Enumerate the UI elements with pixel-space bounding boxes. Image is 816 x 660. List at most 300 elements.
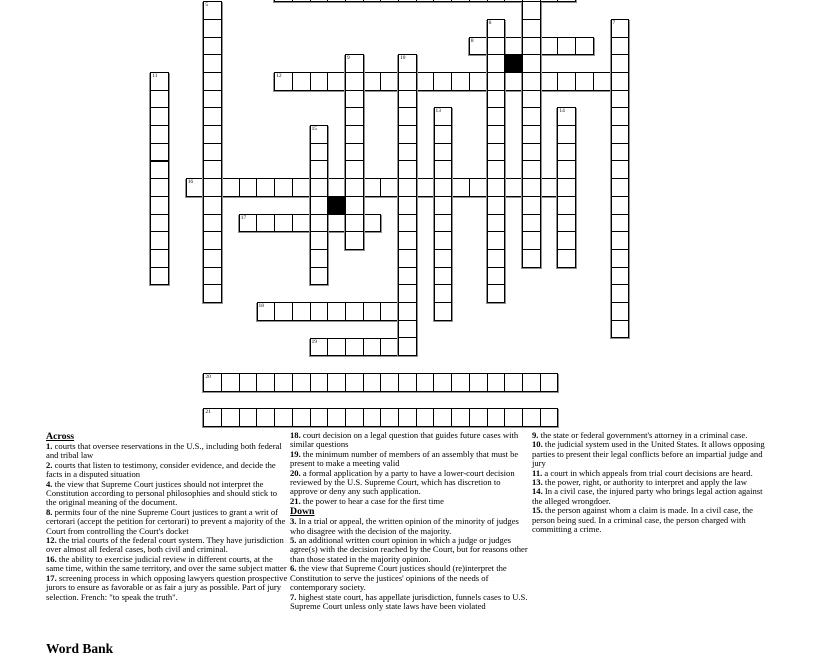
crossword-cell[interactable] <box>416 408 435 427</box>
crossword-cell[interactable] <box>434 107 453 126</box>
clue-number: 10. <box>532 439 543 450</box>
crossword-cell[interactable] <box>557 231 576 250</box>
clue-number: 14. <box>532 486 543 497</box>
crossword-cell[interactable] <box>540 178 559 197</box>
crossword-cell[interactable] <box>203 54 222 73</box>
crossword-cell[interactable] <box>522 373 541 392</box>
crossword-cell[interactable] <box>611 54 630 73</box>
crossword-cell[interactable] <box>398 107 417 126</box>
clue-number: 17. <box>46 572 57 583</box>
clue-number-label: 5 <box>205 2 209 9</box>
crossword-cell[interactable] <box>398 196 417 215</box>
crossword-cell[interactable] <box>398 337 417 356</box>
crossword-cell[interactable] <box>540 0 559 2</box>
clue-number-label: 10 <box>400 55 406 62</box>
crossword-cell[interactable] <box>522 37 541 56</box>
crossword-cell[interactable] <box>557 143 576 162</box>
crossword-cell[interactable] <box>203 178 222 197</box>
crossword-cell[interactable] <box>611 214 630 233</box>
crossword-cell[interactable] <box>363 302 382 321</box>
clue-11: 11. a court in which appeals from trial court decisions are heard. <box>532 467 753 478</box>
crossword-cell[interactable] <box>398 231 417 250</box>
crossword-cell[interactable] <box>611 160 630 179</box>
crossword-cell[interactable] <box>327 72 346 91</box>
crossword-cell[interactable] <box>345 196 364 215</box>
clue-20: 20. a formal application by a party to have a lower-court decision reviewed by the U.S. Supreme Court, which has discretion to approve or deny any such application. <box>290 467 515 497</box>
crossword-cell[interactable] <box>310 214 329 233</box>
down-entry-unnumbered <box>522 1 541 268</box>
clue-number: 1. <box>46 441 53 451</box>
crossword-cell[interactable] <box>611 19 630 38</box>
crossword-cell[interactable] <box>487 54 506 73</box>
crossword-cell[interactable] <box>504 72 523 91</box>
crossword-cell[interactable] <box>575 37 594 56</box>
crossword-cell[interactable] <box>256 178 275 197</box>
crossword-cell[interactable] <box>327 214 346 233</box>
clue-6: 6. the view that Supreme Court justices should (re)interpret the Constitution to serve the justices' opinions of the needs of contemporary society. <box>290 563 507 593</box>
crossword-cell[interactable] <box>522 54 541 73</box>
crossword-cell[interactable] <box>487 231 506 250</box>
crossword-cell[interactable] <box>310 408 329 427</box>
crossword-cell[interactable] <box>611 196 630 215</box>
crossword-cell[interactable] <box>203 196 222 215</box>
crossword-cell[interactable] <box>380 302 399 321</box>
crossword-cell[interactable] <box>398 214 417 233</box>
crossword-cell[interactable] <box>398 302 417 321</box>
clue-number-label: 7 <box>612 19 616 26</box>
crossword-cell[interactable] <box>433 72 452 91</box>
across-entry-18 <box>257 302 417 321</box>
clue-number: 9. <box>532 430 539 440</box>
crossword-cell[interactable] <box>593 72 612 91</box>
crossword-cell[interactable] <box>203 72 222 91</box>
crossword-cell[interactable] <box>434 196 453 215</box>
crossword-cell[interactable] <box>310 125 329 144</box>
crossword-cell[interactable] <box>451 178 470 197</box>
crossword-cell[interactable] <box>398 72 417 91</box>
crossword-cell[interactable] <box>150 231 169 250</box>
crossword-cell[interactable] <box>487 373 506 392</box>
crossword-cell[interactable] <box>239 178 258 197</box>
crossword-cell[interactable] <box>203 373 222 392</box>
crossword-cell[interactable] <box>345 125 364 144</box>
crossword-cell[interactable] <box>557 0 576 2</box>
crossword-cell[interactable] <box>433 373 452 392</box>
crossword-cell[interactable] <box>203 267 222 286</box>
crossword-cell[interactable] <box>310 178 329 197</box>
crossword-cell[interactable] <box>557 160 576 179</box>
clue-number-label: 14 <box>559 108 565 115</box>
crossword-cell[interactable] <box>522 107 541 126</box>
clue-13: 13. the power, right, or authority to interpret and apply the law <box>532 477 747 488</box>
crossword-cell[interactable] <box>150 125 169 144</box>
crossword-cell[interactable] <box>398 320 417 339</box>
crossword-cell[interactable] <box>522 160 541 179</box>
crossword-cell[interactable] <box>239 373 258 392</box>
down-entry-9 <box>345 54 364 250</box>
clue-number-label: 18 <box>258 303 264 310</box>
across-heading: Across <box>46 431 75 442</box>
crossword-cell[interactable] <box>504 178 523 197</box>
crossword-cell[interactable] <box>256 214 275 233</box>
across-entry-20 <box>203 373 558 392</box>
crossword-cell[interactable] <box>522 90 541 109</box>
crossword-cell[interactable] <box>363 214 382 233</box>
crossword-cell[interactable] <box>292 72 311 91</box>
crossword-cell[interactable] <box>203 90 222 109</box>
crossword-cell[interactable] <box>150 161 169 180</box>
crossword-cell[interactable] <box>504 408 523 427</box>
crossword-cell[interactable] <box>363 408 382 427</box>
crossword-cell[interactable] <box>274 0 293 2</box>
crossword-cell[interactable] <box>416 373 435 392</box>
crossword-cell[interactable] <box>611 37 630 56</box>
clue-8: 8. permits four of the nine Supreme Court justices to grant a writ of certorari (accept the petition for certorari) to prevent a majority of the Court from controlling the Court's docket <box>46 506 286 536</box>
clue-number-label: 11 <box>152 73 158 79</box>
crossword-cell[interactable] <box>363 72 382 91</box>
crossword-cell[interactable] <box>292 0 311 2</box>
across-entry-16 <box>186 178 576 197</box>
crossword-cell[interactable] <box>487 125 506 144</box>
crossword-cell[interactable] <box>469 0 488 2</box>
crossword-cell[interactable] <box>363 338 382 357</box>
crossword-cell[interactable] <box>504 0 523 2</box>
crossword-cell[interactable] <box>434 178 453 197</box>
crossword-cell[interactable] <box>469 37 488 56</box>
crossword-cell[interactable] <box>310 373 329 392</box>
crossword-cell[interactable] <box>611 284 630 303</box>
crossword-cell[interactable] <box>345 143 364 162</box>
crossword-cell[interactable] <box>186 178 205 197</box>
crossword-cell[interactable] <box>611 125 630 144</box>
crossword-cell[interactable] <box>487 19 506 38</box>
crossword-cell[interactable] <box>380 178 399 197</box>
crossword-cell[interactable] <box>540 408 559 427</box>
crossword-cell[interactable] <box>522 249 541 268</box>
clue-number-label: 20 <box>205 373 211 380</box>
crossword-cell[interactable] <box>540 72 559 91</box>
crossword-cell[interactable] <box>487 37 506 56</box>
crossword-cell[interactable] <box>345 54 364 73</box>
crossword-cell[interactable] <box>433 0 452 2</box>
crossword-cell[interactable] <box>487 160 506 179</box>
crossword-cell[interactable] <box>345 72 364 91</box>
crossword-cell[interactable] <box>274 178 293 197</box>
clue-number: 12. <box>46 535 57 546</box>
crossword-cell[interactable] <box>310 302 329 321</box>
crossword-cell[interactable] <box>203 19 222 38</box>
crossword-cell[interactable] <box>380 0 399 2</box>
crossword-cell[interactable] <box>522 178 541 197</box>
crossword-cell[interactable] <box>310 267 329 286</box>
crossword-cell[interactable] <box>327 0 346 2</box>
crossword-cell[interactable] <box>327 338 346 357</box>
crossword-cell[interactable] <box>239 408 258 427</box>
crossword-cell[interactable] <box>150 196 169 215</box>
crossword-cell[interactable] <box>310 72 329 91</box>
crossword-cell[interactable] <box>540 373 559 392</box>
crossword-cell[interactable] <box>487 249 506 268</box>
clue-2: 2. courts that listen to testimony, consider evidence, and decide the facts in a disputed situation <box>46 459 276 480</box>
crossword-cell[interactable] <box>363 0 382 2</box>
crossword-cell[interactable] <box>522 1 541 20</box>
crossword-cell[interactable] <box>557 107 576 126</box>
crossword-cell[interactable] <box>611 143 630 162</box>
crossword-cell[interactable] <box>522 214 541 233</box>
crossword-cell[interactable] <box>398 284 417 303</box>
crossword-cell[interactable] <box>398 54 417 73</box>
crossword-cell[interactable] <box>327 408 346 427</box>
clue-number-label: 6 <box>488 19 492 26</box>
crossword-cell[interactable] <box>434 125 453 144</box>
down-entry-6 <box>487 19 506 303</box>
crossword-cell[interactable] <box>239 214 258 233</box>
crossword-cell[interactable] <box>310 143 329 162</box>
crossword-cell[interactable] <box>274 373 293 392</box>
crossword-cell[interactable] <box>327 373 346 392</box>
clue-18: 18. court decision on a legal question that guides future cases with similar questions <box>290 430 519 450</box>
clue-1: 1. courts that oversee reservations in the U.S., including both federal and tribal law <box>46 441 282 461</box>
crossword-cell[interactable] <box>434 249 453 268</box>
blocked-cell <box>327 196 346 215</box>
crossword-cell[interactable] <box>203 231 222 250</box>
crossword-cell[interactable] <box>345 178 364 197</box>
crossword-cell[interactable] <box>522 72 541 91</box>
crossword-cell[interactable] <box>504 37 523 56</box>
clue-4: 4. the view that Supreme Court justices should not interpret the Constitution according to personal philosophies and should stick to the original meaning of the document. <box>46 478 278 508</box>
crossword-cell[interactable] <box>203 408 222 427</box>
crossword-cell[interactable] <box>487 196 506 215</box>
crossword-cell[interactable] <box>557 125 576 144</box>
crossword-cell[interactable] <box>398 267 417 286</box>
crossword-cell[interactable] <box>469 72 488 91</box>
crossword-cell[interactable] <box>221 178 240 197</box>
clue-number-label: 12 <box>276 73 282 79</box>
crossword-cell[interactable] <box>345 302 364 321</box>
crossword-cell[interactable] <box>203 125 222 144</box>
crossword-cell[interactable] <box>487 0 506 2</box>
crossword-cell[interactable] <box>256 408 275 427</box>
crossword-cell[interactable] <box>380 72 399 91</box>
crossword-cell[interactable] <box>345 231 364 250</box>
crossword-cell[interactable] <box>611 72 630 91</box>
crossword-cell[interactable] <box>522 408 541 427</box>
clue-number-label: 19 <box>311 338 317 345</box>
clue-number: 5. <box>290 535 297 546</box>
crossword-cell[interactable] <box>345 90 364 109</box>
crossword-cell[interactable] <box>150 249 169 268</box>
crossword-cell[interactable] <box>522 231 541 250</box>
crossword-cell[interactable] <box>434 284 453 303</box>
clue-number: 19. <box>290 448 301 459</box>
clue-number: 18. <box>290 430 301 440</box>
clue-number-label: 8 <box>470 37 474 44</box>
crossword-cell[interactable] <box>221 373 240 392</box>
crossword-cell[interactable] <box>398 143 417 162</box>
crossword-cell[interactable] <box>487 72 506 91</box>
crossword-cell[interactable] <box>398 249 417 268</box>
crossword-cell[interactable] <box>398 0 417 2</box>
crossword-cell[interactable] <box>611 267 630 286</box>
crossword-cell[interactable] <box>150 214 169 233</box>
crossword-cell[interactable] <box>363 373 382 392</box>
clue-number: 8. <box>46 506 53 517</box>
crossword-cell[interactable] <box>150 178 169 197</box>
crossword-cell[interactable] <box>557 37 576 56</box>
crossword-cell[interactable] <box>451 0 470 2</box>
crossword-cell[interactable] <box>557 72 576 91</box>
clue-number: 11. <box>532 467 543 478</box>
crossword-cell[interactable] <box>398 160 417 179</box>
crossword-cell[interactable] <box>433 408 452 427</box>
crossword-cell[interactable] <box>487 143 506 162</box>
clue-number-label: 21 <box>205 409 211 416</box>
crossword-cell[interactable] <box>310 160 329 179</box>
crossword-cell[interactable] <box>398 178 417 197</box>
crossword-cell[interactable] <box>380 338 399 357</box>
crossword-cell[interactable] <box>540 37 559 56</box>
crossword-cell[interactable] <box>203 214 222 233</box>
crossword-cell[interactable] <box>398 408 417 427</box>
crossword-cell[interactable] <box>611 249 630 268</box>
down-entry-7 <box>611 19 630 339</box>
crossword-cell[interactable] <box>327 302 346 321</box>
crossword-cell[interactable] <box>398 373 417 392</box>
crossword-cell[interactable] <box>611 302 630 321</box>
crossword-cell[interactable] <box>487 90 506 109</box>
crossword-cell[interactable] <box>522 125 541 144</box>
crossword-cell[interactable] <box>557 178 576 197</box>
crossword-cell[interactable] <box>398 90 417 109</box>
crossword-cell[interactable] <box>203 143 222 162</box>
crossword-cell[interactable] <box>292 408 311 427</box>
crossword-cell[interactable] <box>522 19 541 38</box>
crossword-cell[interactable] <box>611 90 630 109</box>
crossword-cell[interactable] <box>611 320 630 339</box>
crossword-cell[interactable] <box>221 408 240 427</box>
crossword-cell[interactable] <box>363 178 382 197</box>
clue-number: 4. <box>46 478 53 489</box>
crossword-cell[interactable] <box>203 160 222 179</box>
crossword-cell[interactable] <box>150 90 169 109</box>
crossword-cell[interactable] <box>292 302 311 321</box>
crossword-cell[interactable] <box>487 214 506 233</box>
clue-number-label: 16 <box>187 179 194 186</box>
crossword-cell[interactable] <box>257 302 276 321</box>
crossword-cell[interactable] <box>557 214 576 233</box>
crossword-cell[interactable] <box>310 196 329 215</box>
clue-3: 3. In a trial or appeal, the written opinion of the minority of judges who disagree with the decision of the majority. <box>290 516 519 536</box>
crossword-cell[interactable] <box>380 373 399 392</box>
clue-number-label: 13 <box>435 108 441 115</box>
crossword-cell[interactable] <box>469 408 488 427</box>
clue-number: 13. <box>532 477 543 488</box>
crossword-cell[interactable] <box>345 338 364 357</box>
crossword-cell[interactable] <box>451 408 470 427</box>
crossword-cell[interactable] <box>434 143 453 162</box>
crossword-cell[interactable] <box>611 231 630 250</box>
crossword-cell[interactable] <box>345 107 364 126</box>
crossword-cell[interactable] <box>469 373 488 392</box>
crossword-cell[interactable] <box>203 107 222 126</box>
crossword-cell[interactable] <box>274 408 293 427</box>
clue-number: 21. <box>290 495 301 506</box>
crossword-cell[interactable] <box>398 125 417 144</box>
crossword-cell[interactable] <box>345 373 364 392</box>
crossword-cell[interactable] <box>416 72 435 91</box>
crossword-cell[interactable] <box>150 143 169 162</box>
crossword-cell[interactable] <box>327 178 346 197</box>
crossword-cell[interactable] <box>203 37 222 56</box>
crossword-cell[interactable] <box>522 196 541 215</box>
clue-number: 20. <box>290 467 301 478</box>
crossword-cell[interactable] <box>611 107 630 126</box>
across-entry-21 <box>203 408 558 427</box>
crossword-cell[interactable] <box>150 267 169 286</box>
clue-19: 19. the minimum number of members of an assembly that must be present to make a meeting valid <box>290 448 519 469</box>
crossword-cell[interactable] <box>434 302 453 321</box>
crossword-cell[interactable] <box>504 373 523 392</box>
crossword-cell[interactable] <box>487 284 506 303</box>
crossword-cell[interactable] <box>434 267 453 286</box>
clue-15: 15. the person against whom a claim is made. In a civil case, the person being sued. In a criminal case, the person charged with committing a crime. <box>532 505 753 535</box>
crossword-cell[interactable] <box>451 72 470 91</box>
clue-column-2 <box>290 431 528 611</box>
crossword-cell[interactable] <box>345 214 364 233</box>
crossword-cell[interactable] <box>451 373 470 392</box>
crossword-cell[interactable] <box>274 214 293 233</box>
crossword-cell[interactable] <box>292 214 311 233</box>
crossword-cell[interactable] <box>274 72 293 91</box>
crossword-cell[interactable] <box>416 0 435 2</box>
crossword-cell[interactable] <box>487 408 506 427</box>
clue-number: 15. <box>532 505 543 516</box>
crossword-cell[interactable] <box>292 373 311 392</box>
crossword-cell[interactable] <box>292 178 311 197</box>
crossword-cell[interactable] <box>203 1 222 20</box>
word-bank-heading: Word Bank <box>46 641 114 656</box>
crossword-cell[interactable] <box>345 160 364 179</box>
crossword-cell[interactable] <box>310 249 329 268</box>
crossword-cell[interactable] <box>434 231 453 250</box>
crossword-cell[interactable] <box>611 178 630 197</box>
crossword-cell[interactable] <box>575 72 594 91</box>
crossword-cell[interactable] <box>487 178 506 197</box>
crossword-cell[interactable] <box>203 284 222 303</box>
crossword-cell[interactable] <box>434 214 453 233</box>
crossword-cell[interactable] <box>487 267 506 286</box>
crossword-cell[interactable] <box>557 249 576 268</box>
crossword-cell[interactable] <box>487 107 506 126</box>
crossword-cell[interactable] <box>434 160 453 179</box>
crossword-cell[interactable] <box>380 408 399 427</box>
crossword-cell[interactable] <box>557 196 576 215</box>
crossword-cell[interactable] <box>274 302 293 321</box>
crossword-cell[interactable] <box>203 249 222 268</box>
crossword-cell[interactable] <box>345 0 364 2</box>
crossword-cell[interactable] <box>345 408 364 427</box>
crossword-cell[interactable] <box>310 338 329 357</box>
crossword-cell[interactable] <box>150 72 169 91</box>
crossword-cell[interactable] <box>256 373 275 392</box>
crossword-cell[interactable] <box>150 107 169 126</box>
crossword-cell[interactable] <box>469 178 488 197</box>
crossword-cell[interactable] <box>416 178 435 197</box>
clue-column-1 <box>46 431 289 602</box>
crossword-cell[interactable] <box>310 231 329 250</box>
crossword-cell[interactable] <box>522 143 541 162</box>
crossword-cell[interactable] <box>310 0 329 2</box>
